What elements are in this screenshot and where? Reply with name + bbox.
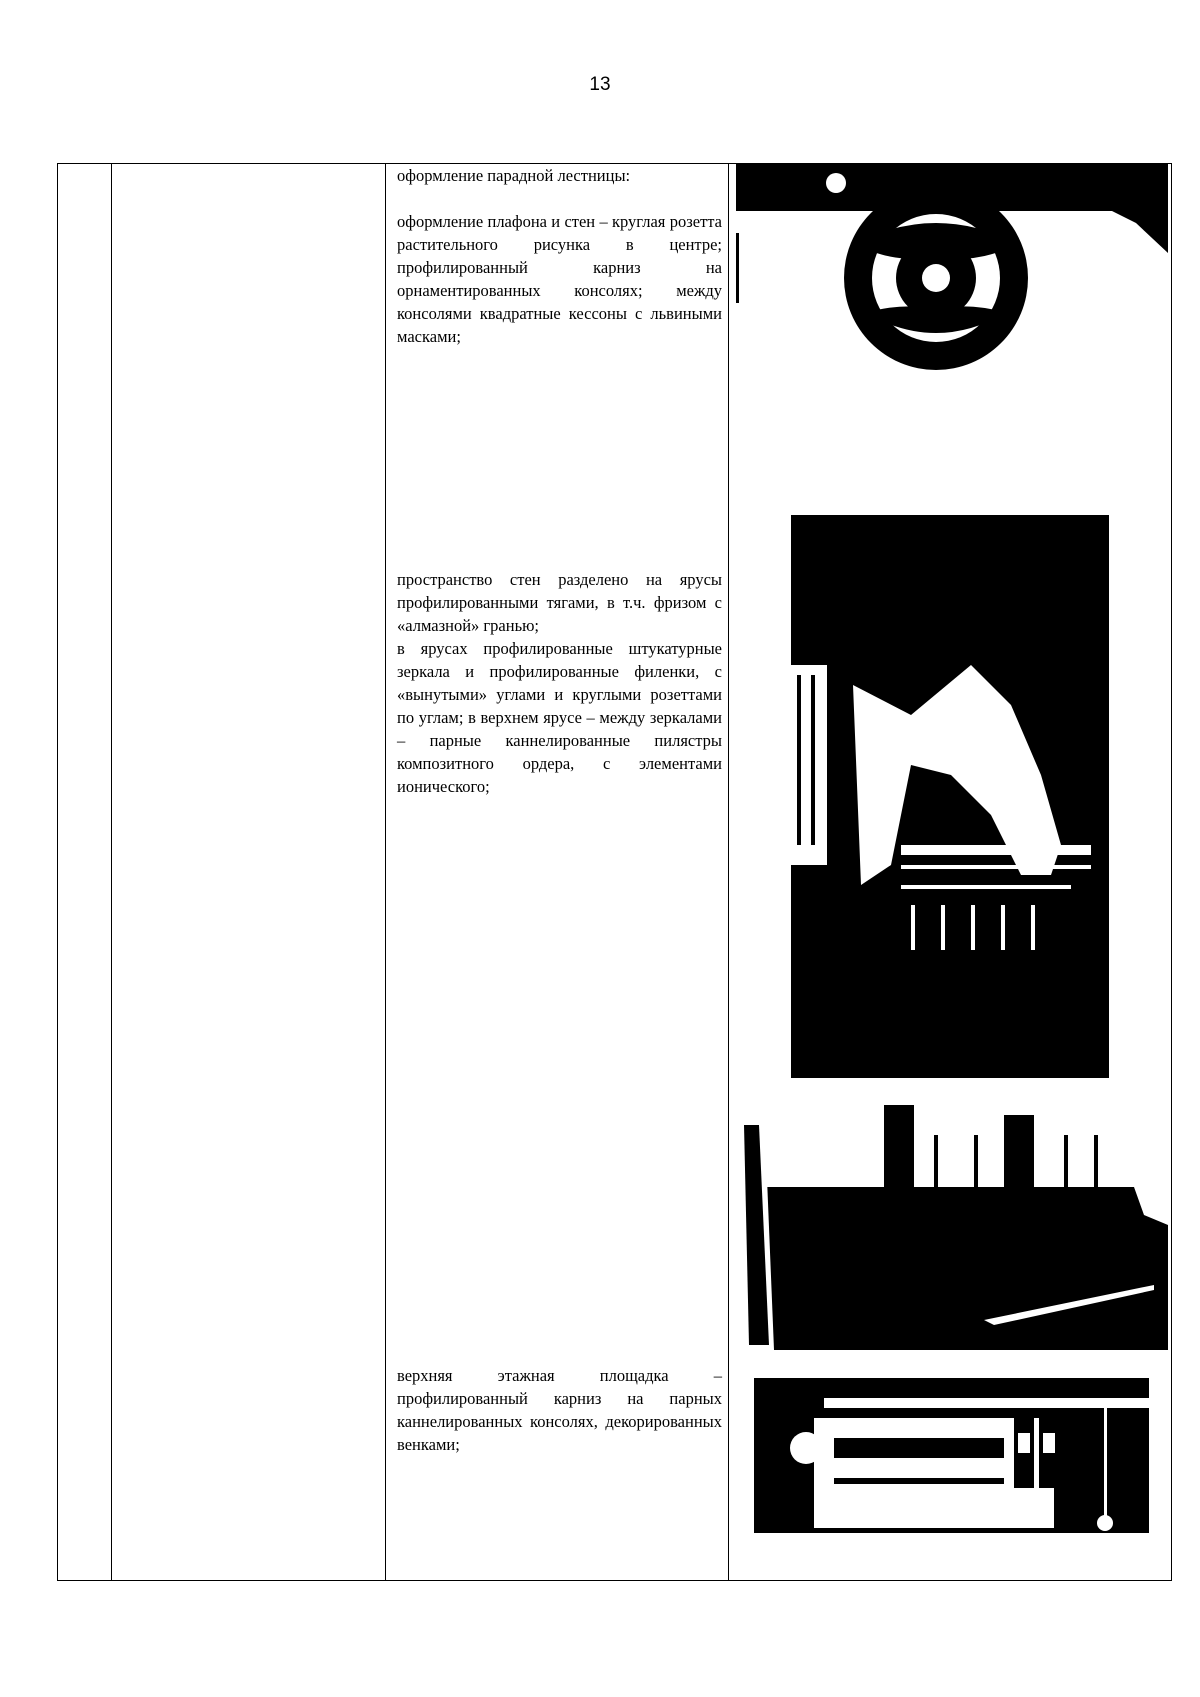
ceiling-rosette-photo [736, 163, 1168, 378]
column-divider [111, 164, 112, 1580]
column-divider [728, 164, 729, 1580]
landing-description [397, 1364, 722, 1456]
cornice-consoles-photo [754, 1378, 1149, 1533]
walls-description [397, 568, 722, 798]
stair-landing-photo [734, 1105, 1168, 1350]
tiers-text: в ярусах профилированные штукатурные зеркала и профилированные филенки, с «вынутыми» углами и круглыми розеттами по углам; в верхнем ярусе – между зеркалами – парные каннелированные пилястры композитного ордера, с элементами ионического; [397, 639, 722, 796]
walls-text: пространство стен разделено на ярусы профилированными тягами, в т.ч. фризом с «алмазной» гранью; [397, 570, 722, 635]
section-heading: оформление парадной лестницы: [397, 166, 631, 185]
column-divider [385, 164, 386, 1580]
staircase-wall-photo [791, 515, 1109, 1078]
ceiling-text: оформление плафона и стен – круглая розетта растительного рисунка в центре; профилированный карниз на орнаментированных консолях; между консолями квадратные кессоны с львиными масками; [397, 212, 722, 346]
page-number: 13 [589, 74, 611, 95]
ceiling-description [397, 164, 722, 348]
landing-text: верхняя этажная площадка – профилированный карниз на парных каннелированных консолях, декорированных венками; [397, 1366, 722, 1454]
